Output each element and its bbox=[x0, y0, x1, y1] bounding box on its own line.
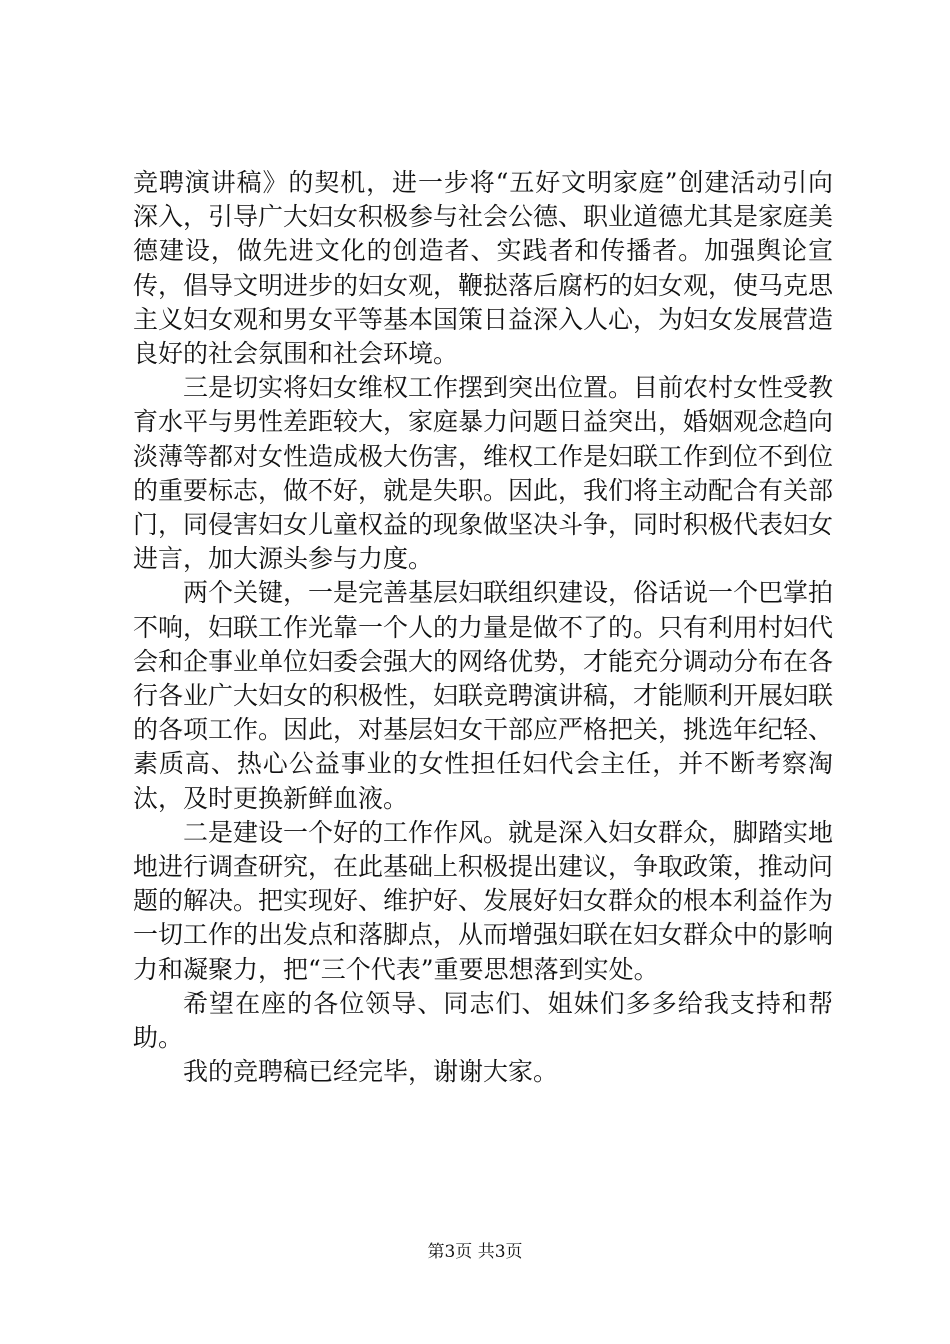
document-body bbox=[133, 166, 833, 1089]
paragraph-work-style: 二是建设一个好的工作作风。就是深入妇女群众，脚踏实地地进行调查研究，在此基础上积极提出建议，争取政策，推动问题的解决。把实现好、维护好、发展好妇女群众的根本利益作为一切工作的出发点和落脚点，从而增强妇联在妇女群众中的影响力和凝聚力，把“三个代表”重要思想落到实处。 bbox=[133, 817, 834, 984]
paragraph-two-keys: 两个关键，一是完善基层妇联组织建设，俗话说一个巴掌拍不响，妇联工作光靠一个人的力量是做不了的。只有利用村妇代会和企事业单位妇委会强大的网络优势，才能充分调动分布在各行各业广大妇女的积极性，妇联竞聘演讲稿，才能顺利开展妇联的各项工作。因此，对基层妇女干部应严格把关，挑选年纪轻、素质高、热心公益事业的女性担任妇代会主任，并不断考察淘汰，及时更换新鲜血液。 bbox=[133, 578, 834, 813]
paragraph-continuation: 竞聘演讲稿》的契机，进一步将“五好文明家庭”创建活动引向深入，引导广大妇女积极参与社会公德、职业道德尤其是家庭美德建设，做先进文化的创造者、实践者和传播者。加强舆论宣传，倡导文明进步的妇女观，鞭挞落后腐朽的妇女观，使马克思主义妇女观和男女平等基本国策日益深入人心，为妇女发展营造良好的社会氛围和社会环境。 bbox=[133, 168, 834, 369]
paragraph-rights-protection: 三是切实将妇女维权工作摆到突出位置。目前农村女性受教育水平与男性差距较大，家庭暴力问题日益突出，婚姻观念趋向淡薄等都对女性造成极大伤害，维权工作是妇联工作到位不到位的重要标志，做不好，就是失职。因此，我们将主动配合有关部门，同侵害妇女儿童权益的现象做坚决斗争，同时积极代表妇女进言，加大源头参与力度。 bbox=[133, 373, 834, 574]
paragraph-request-support: 希望在座的各位领导、同志们、姐妹们多多给我支持和帮助。 bbox=[133, 988, 833, 1053]
paragraph-closing: 我的竞聘稿已经完毕，谢谢大家。 bbox=[183, 1057, 559, 1087]
page-footer bbox=[0, 1241, 950, 1263]
page-number: 第3页 共3页 bbox=[427, 1242, 523, 1262]
